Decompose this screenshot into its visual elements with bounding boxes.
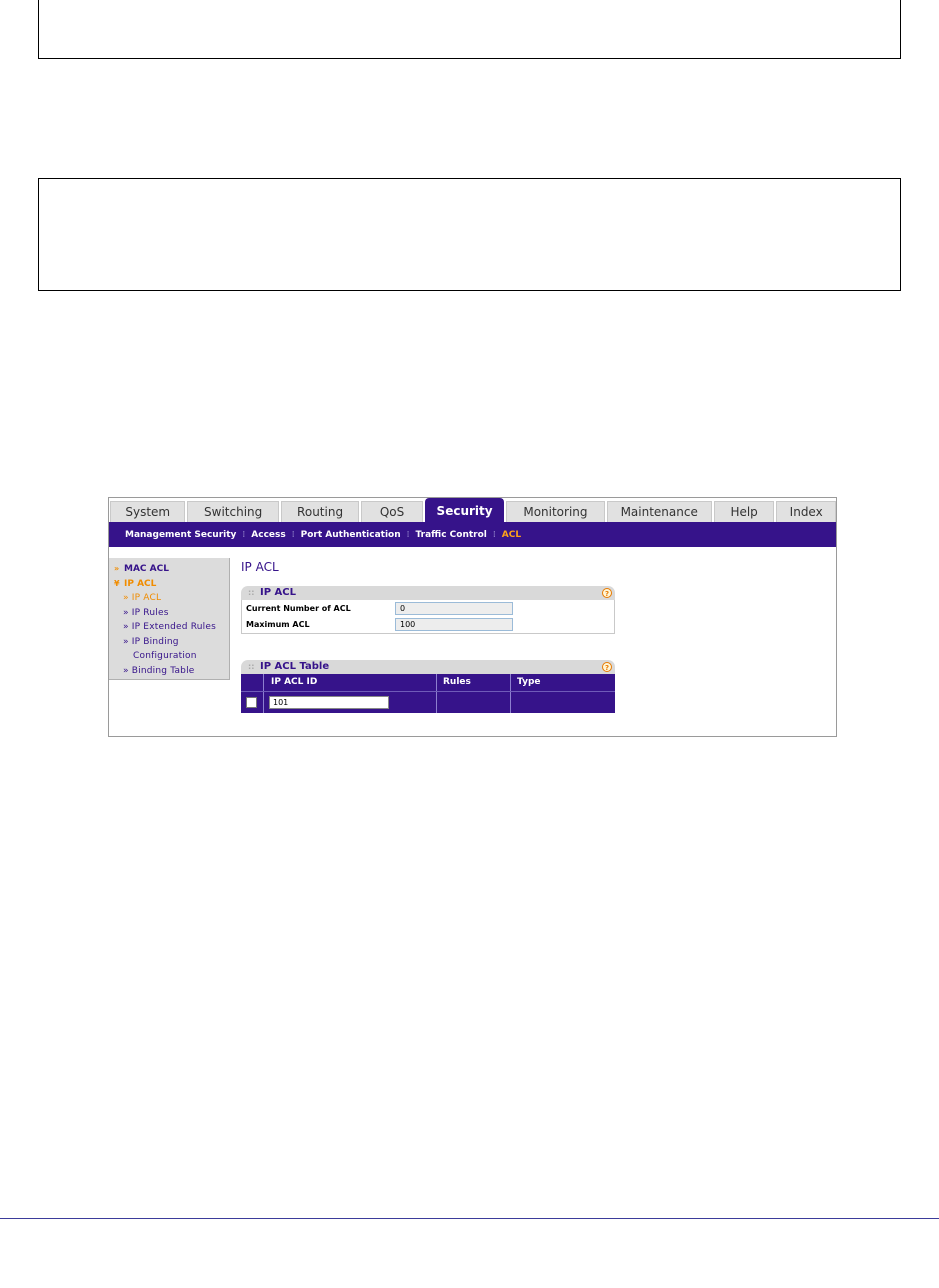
tab-maintenance[interactable]: Maintenance bbox=[607, 501, 712, 522]
column-divider bbox=[436, 692, 437, 713]
sidebar bbox=[109, 558, 230, 680]
sidebar-subitem-binding-table[interactable]: » Binding Table bbox=[123, 665, 195, 676]
sidebar-subitem-ip-rules[interactable]: » IP Rules bbox=[123, 607, 169, 618]
info-row-maximum-acl bbox=[242, 617, 614, 633]
column-divider bbox=[510, 674, 511, 691]
note-box-middle bbox=[38, 178, 901, 291]
grip-icon: :: bbox=[248, 588, 255, 597]
sidebar-item-mac-acl[interactable] bbox=[109, 562, 229, 577]
expanded-arrow-icon: ¥ bbox=[114, 578, 120, 588]
info-row-current-number bbox=[242, 601, 614, 617]
subnav-separator: ⁞ bbox=[406, 529, 410, 540]
collapsed-arrow-icon: » bbox=[114, 564, 120, 573]
tab-routing[interactable]: Routing bbox=[281, 501, 359, 522]
column-header-rules: Rules bbox=[443, 677, 471, 687]
column-header-type: Type bbox=[517, 677, 541, 687]
tab-monitoring[interactable]: Monitoring bbox=[506, 501, 604, 522]
subnav-traffic-control[interactable]: Traffic Control bbox=[415, 529, 487, 540]
sidebar-subitem-ip-acl[interactable]: » IP ACL bbox=[123, 593, 162, 603]
column-divider bbox=[510, 692, 511, 713]
column-divider bbox=[263, 692, 264, 713]
current-number-value: 0 bbox=[395, 602, 513, 615]
sidebar-subitem-ip-binding-cont[interactable]: Configuration bbox=[133, 651, 197, 661]
note-box-top bbox=[38, 0, 901, 59]
field-label: Maximum ACL bbox=[246, 620, 310, 629]
subnav-management-security[interactable]: Management Security bbox=[125, 529, 237, 540]
tab-system[interactable]: System bbox=[110, 501, 185, 522]
tab-security[interactable]: Security bbox=[425, 498, 504, 522]
column-header-ip-acl-id: IP ACL ID bbox=[271, 677, 318, 687]
sidebar-item-label: MAC ACL bbox=[124, 564, 169, 574]
sidebar-item-ip-acl[interactable] bbox=[109, 577, 229, 592]
row-select-checkbox[interactable] bbox=[246, 697, 257, 708]
subnav-separator: ⁞ bbox=[492, 529, 496, 540]
ip-acl-id-input[interactable]: 101 bbox=[269, 696, 389, 709]
field-label: Current Number of ACL bbox=[246, 604, 351, 613]
footer-divider bbox=[0, 1218, 939, 1219]
tab-index[interactable]: Index bbox=[776, 501, 836, 522]
panel-header bbox=[241, 660, 615, 674]
tab-qos[interactable]: QoS bbox=[361, 501, 423, 522]
sub-nav-bar bbox=[109, 522, 836, 547]
sidebar-item-label: IP ACL bbox=[124, 578, 157, 589]
column-divider bbox=[263, 674, 264, 691]
sidebar-subitem-ip-binding[interactable]: » IP Binding bbox=[123, 636, 179, 647]
table-row bbox=[241, 691, 615, 713]
table-header-row bbox=[241, 674, 615, 691]
grip-icon: :: bbox=[248, 662, 255, 671]
column-divider bbox=[436, 674, 437, 691]
help-icon[interactable]: ? bbox=[602, 588, 612, 598]
subnav-separator: ⁞ bbox=[291, 529, 295, 540]
panel-header bbox=[241, 586, 615, 600]
tab-switching[interactable]: Switching bbox=[187, 501, 278, 522]
panel-title: IP ACL Table bbox=[260, 661, 330, 672]
main-tab-bar bbox=[109, 498, 836, 522]
panel-title: IP ACL bbox=[260, 587, 296, 598]
subnav-acl[interactable]: ACL bbox=[501, 529, 522, 540]
ip-acl-table-panel bbox=[241, 660, 615, 713]
help-icon[interactable]: ? bbox=[602, 662, 612, 672]
subnav-separator: ⁞ bbox=[242, 529, 246, 540]
sidebar-subitem-ip-extended-rules[interactable]: » IP Extended Rules bbox=[123, 622, 216, 632]
panel-body bbox=[241, 600, 615, 634]
subnav-port-authentication[interactable]: Port Authentication bbox=[300, 529, 401, 540]
subnav-access[interactable]: Access bbox=[251, 529, 286, 540]
page-title: IP ACL bbox=[241, 560, 279, 574]
ip-acl-panel bbox=[241, 586, 615, 634]
web-ui-screenshot bbox=[108, 497, 837, 737]
maximum-acl-value: 100 bbox=[395, 618, 513, 631]
tab-help[interactable]: Help bbox=[714, 501, 775, 522]
